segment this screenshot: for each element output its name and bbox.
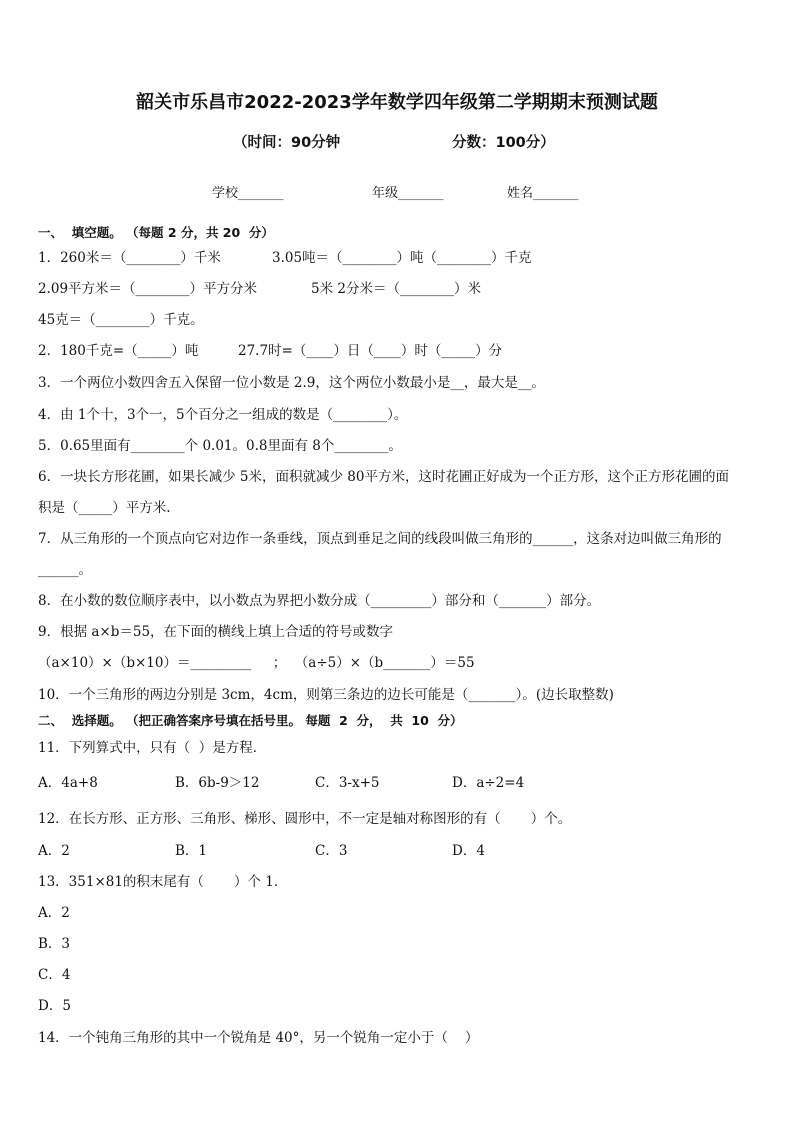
question-line: 10．一个三角形的两边分别是 3cm，4cm，则第三条边的边长可能是（_______）。(边长取整数) (38, 687, 614, 703)
question-line: 11．下列算式中，只有（ ）是方程． (38, 740, 267, 756)
question-line: 4．由 1个十，3个一，5个百分之一组成的数是（________）。 (38, 407, 408, 423)
question-line: （a×10）×（b×10）＝_________ ； （a÷5）×（b_______）＝55 (38, 655, 475, 671)
question-line: 5．0.65里面有________个 0.01。0.8里面有 8个________。 (38, 438, 402, 454)
option-a: A．4a+8 (38, 775, 98, 791)
option-b: B．3 (38, 936, 71, 952)
question-line: 6．一块长方形花圃，如果长减少 5米，面积就减少 80平方米，这时花圃正好成为一个正方形，这个正方形花圃的面 (38, 469, 729, 485)
option-b: B．1 (175, 843, 208, 859)
question-line: 2．180千克=（_____）吨 (38, 343, 199, 359)
question-line: 3．一个两位小数四舍五入保留一位小数是 2.9，这个两位小数最小是__，最大是__。 (38, 375, 545, 391)
grade-field: 年级_______ (372, 186, 444, 201)
question-line: 12．在长方形、正方形、三角形、梯形、圆形中，不一定是轴对称图形的有（ ）个。 (38, 811, 572, 827)
page-title: 韶关市乐昌市2022-2023学年数学四年级第二学期期末预测试题 (136, 92, 658, 113)
option-c: C．3 (315, 843, 348, 859)
option-d: D．a÷2=4 (452, 775, 525, 791)
name-field: 姓名_______ (507, 186, 579, 201)
total-score: 分数：100分） (452, 135, 555, 151)
question-line: 7．从三角形的一个顶点向它对边作一条垂线，顶点到垂足之间的线段叫做三角形的______，这条对边叫做三角形的 (38, 531, 722, 547)
option-b: B．6b-9＞12 (175, 775, 260, 791)
question-line: 27.7时=（____）日（____）时（_____）分 (238, 343, 503, 359)
question-line: 5米 2分米＝（________）米 (311, 281, 481, 297)
question-line: 14．一个钝角三角形的其中一个锐角是 40°，另一个锐角一定小于（ ） (38, 1030, 479, 1046)
question-line: 13．351×81的积末尾有（ ）个 1． (38, 874, 288, 890)
option-d: D．5 (38, 998, 71, 1014)
question-line: 2.09平方米＝（________）平方分米 (38, 281, 258, 297)
option-a: A．2 (38, 843, 70, 859)
question-line: ______。 (38, 562, 92, 578)
section-heading: 二、 选择题。 （把正确答案序号填在括号里。 每题 2 分， 共 10 分） (38, 713, 463, 728)
section-heading: 一、 填空题。 （每题 2 分，共 20 分） (38, 225, 274, 240)
question-line: 9．根据 a×b＝55，在下面的横线上填上合适的符号或数字 (38, 624, 394, 640)
option-d: D．4 (452, 843, 485, 859)
question-line: 45克＝（________）千克。 (38, 312, 204, 328)
question-line: 8．在小数的数位顺序表中，以小数点为界把小数分成（_________）部分和（_______）部分。 (38, 593, 601, 609)
school-field: 学校_______ (212, 186, 284, 201)
question-line: 3.05吨＝（________）吨（________）千克 (272, 250, 532, 266)
time-limit: （时间：90分钟 (233, 135, 341, 151)
option-c: C．3-x+5 (315, 775, 380, 791)
question-line: 积是（_____）平方米. (38, 500, 171, 516)
option-a: A．2 (38, 905, 70, 921)
option-c: C．4 (38, 967, 71, 983)
question-line: 1．260米＝（________）千米 (38, 250, 221, 266)
